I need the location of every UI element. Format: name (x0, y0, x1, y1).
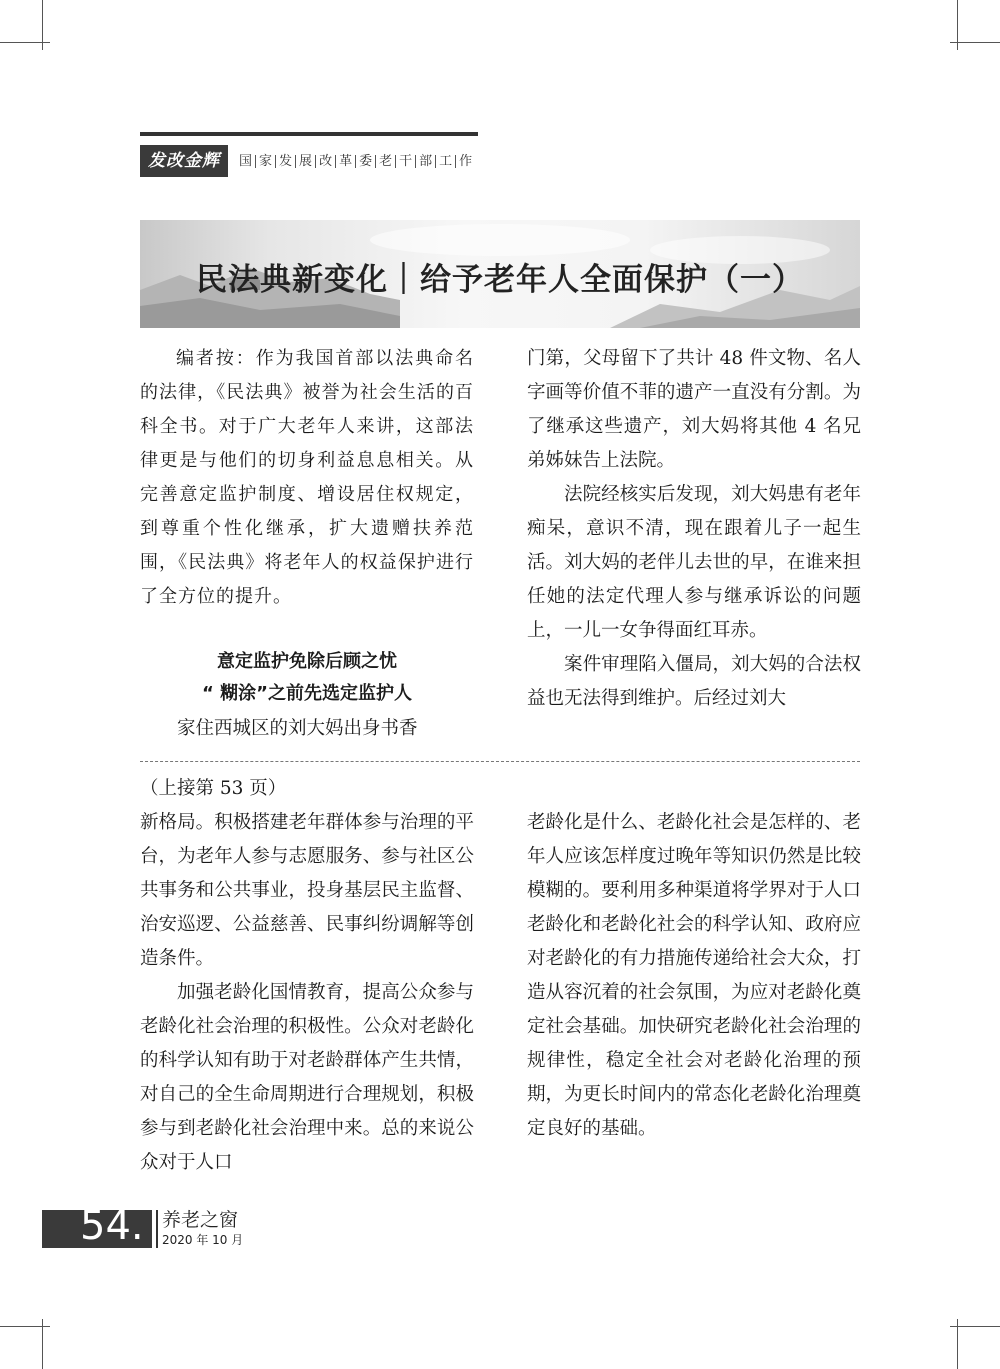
section-subheading: 意定监护免除后顾之忧 (217, 651, 397, 672)
editor-note: 编者按：作为我国首部以法典命名的法律，《民法典》被誉为社会生活的百科全书。对于广大老年人来讲，这部法律更是与他们的切身利益息息相关。从完善意定监护制度、增设居住权规定，到尊重个性化继承，扩大遗赠扶养范围，《民法典》将老年人的权益保护进行了全方位的提升。 (140, 348, 474, 607)
page-number: 54. (80, 1203, 144, 1249)
crop-mark (950, 42, 1000, 43)
column-subtitle (236, 145, 475, 177)
continued-left-column (140, 772, 474, 1180)
subtitle-char: 部 (416, 155, 436, 168)
article-title: 民法典新变化｜给予老年人全面保护（一） (196, 262, 804, 298)
crop-mark (0, 42, 50, 43)
subtitle-char: 老 (376, 155, 396, 168)
left-column (140, 342, 474, 746)
section-divider (140, 761, 860, 762)
subtitle-char: 改 (316, 155, 336, 168)
paragraph: 加强老龄化国情教育，提高公众参与老龄化社会治理的积极性。公众对老龄化的科学认知有助于对老龄群体产生共情，对自己的全生命周期进行合理规划，积极参与到老龄化社会治理中来。总的来说公众对于人口 (140, 982, 474, 1173)
subtitle-char: 作 (459, 153, 473, 169)
subtitle-char: 革 (336, 155, 356, 168)
crop-mark (0, 1326, 50, 1327)
subtitle-char: 家 (256, 155, 276, 168)
header-rule (140, 132, 478, 136)
issue-date: 2020 年 10 月 (162, 1233, 244, 1247)
paragraph: 新格局。积极搭建老年群体参与治理的平台，为老年人参与志愿服务、参与社区公共事务和公共事业，投身基层民主监督、治安巡逻、公益慈善、民事纠纷调解等创造条件。 (140, 812, 474, 969)
right-column (527, 342, 861, 716)
paragraph: 家住西城区的刘大妈出身书香 (177, 718, 418, 739)
section-subheading: “ 糊涂”之前先选定监护人 (202, 683, 412, 704)
subtitle-char: 工 (436, 155, 456, 168)
subtitle-char: 展 (296, 155, 316, 168)
column-badge: 发改金辉 (140, 145, 228, 177)
paragraph: 案件审理陷入僵局，刘大妈的合法权益也无法得到维护。后经过刘大 (527, 654, 861, 709)
subtitle-char: 干 (396, 155, 416, 168)
subtitle-char: 委 (356, 155, 376, 168)
paragraph: 法院经核实后发现，刘大妈患有老年痴呆，意识不清，现在跟着儿子一起生活。刘大妈的老伴儿去世的早，在谁来担任她的法定代理人参与继承诉讼的问题上，一儿一女争得面红耳赤。 (527, 484, 861, 641)
paragraph: 老龄化是什么、老龄化社会是怎样的、老年人应该怎样度过晚年等知识仍然是比较模糊的。要利用多种渠道将学界对于人口老龄化和老龄化社会的科学认知、政府应对老龄化的有力措施传递给社会大众，打造从容沉着的社会氛围，为应对老龄化奠定社会基础。加快研究老龄化社会治理的规律性，稳定全社会对老龄化治理的预期，为更长时间内的常态化老龄化治理奠定良好的基础。 (527, 812, 861, 1139)
subtitle-char: 国 (236, 155, 256, 168)
magazine-name: 养老之窗 (162, 1209, 239, 1231)
paragraph: 门第，父母留下了共计 48 件文物、名人字画等价值不菲的遗产一直没有分割。为了继承这些遗产，刘大妈将其他 4 名兄弟姊妹告上法院。 (527, 348, 861, 471)
continued-note: （上接第 53 页） (140, 778, 287, 799)
title-banner (140, 220, 860, 328)
subtitle-char: 发 (276, 155, 296, 168)
footer-separator (156, 1210, 158, 1248)
continued-right-column (527, 806, 861, 1146)
crop-mark (950, 1326, 1000, 1327)
